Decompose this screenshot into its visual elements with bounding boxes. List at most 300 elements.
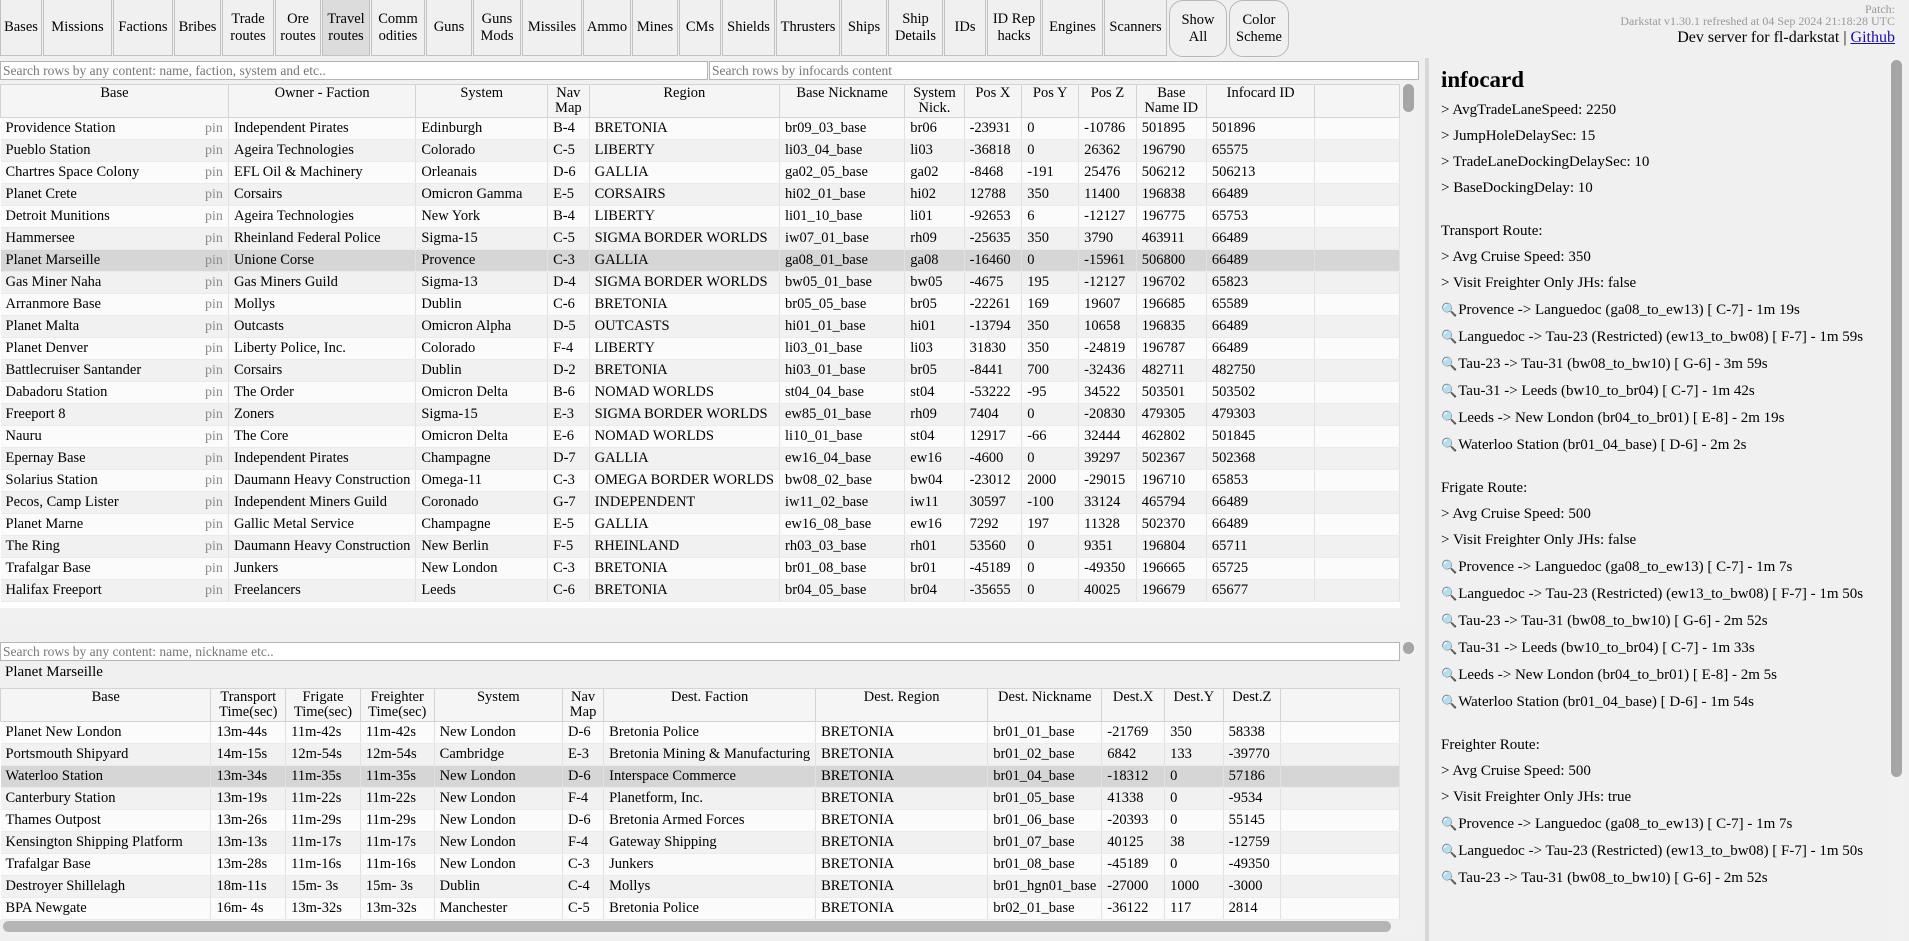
table-cell[interactable]: 0: [1022, 118, 1079, 140]
table-cell[interactable]: 53560: [964, 536, 1022, 558]
table-cell[interactable]: Sigma-15: [416, 228, 548, 250]
table-cell[interactable]: 7292: [964, 514, 1022, 536]
table-cell[interactable]: 65677: [1206, 580, 1315, 602]
magnifier-icon[interactable]: 🔍: [1441, 410, 1458, 425]
table-cell[interactable]: 66489: [1206, 492, 1315, 514]
pin-button[interactable]: pin: [205, 143, 223, 158]
table-cell[interactable]: 13m-13s: [211, 832, 286, 854]
table-cell[interactable]: Edinburgh: [416, 118, 548, 140]
table-cell[interactable]: D-6: [548, 162, 590, 184]
table-cell[interactable]: hi01_01_base: [779, 316, 904, 338]
nav-tab-missions[interactable]: Missions: [43, 0, 112, 56]
magnifier-icon[interactable]: 🔍: [1441, 667, 1458, 682]
table-cell[interactable]: 196838: [1136, 184, 1206, 206]
route-row[interactable]: [1, 832, 1400, 854]
table-cell[interactable]: 12788: [964, 184, 1022, 206]
base-name-cell[interactable]: [1, 448, 229, 470]
table-cell[interactable]: BRETONIA: [816, 744, 988, 766]
table-cell[interactable]: LIBERTY: [589, 338, 779, 360]
table-cell[interactable]: 502368: [1206, 448, 1315, 470]
table-cell[interactable]: Rheinland Federal Police: [228, 228, 415, 250]
table-cell[interactable]: br01_06_base: [988, 810, 1102, 832]
table-cell[interactable]: 14m-15s: [211, 744, 286, 766]
table-cell[interactable]: LIBERTY: [589, 140, 779, 162]
table-cell[interactable]: Planetform, Inc.: [604, 788, 816, 810]
table-cell[interactable]: Daumann Heavy Construction: [228, 470, 415, 492]
base-row[interactable]: [1, 558, 1400, 580]
table-cell[interactable]: 465794: [1136, 492, 1206, 514]
base-name-cell[interactable]: [1, 316, 229, 338]
table-cell[interactable]: 11m-22s: [360, 788, 434, 810]
main-search-input[interactable]: [0, 61, 708, 80]
table-cell[interactable]: E-6: [548, 426, 590, 448]
pin-button[interactable]: pin: [205, 253, 223, 268]
route-step[interactable]: [1441, 608, 1877, 635]
route-step[interactable]: [1441, 378, 1877, 405]
table-cell[interactable]: -9534: [1223, 788, 1280, 810]
table-cell[interactable]: li01_10_base: [779, 206, 904, 228]
table-cell[interactable]: 350: [1022, 184, 1079, 206]
table-cell[interactable]: 65711: [1206, 536, 1315, 558]
route-step[interactable]: [1441, 554, 1877, 581]
base-name-cell[interactable]: [1, 514, 229, 536]
table-cell[interactable]: bw04: [905, 470, 964, 492]
route-base-cell[interactable]: Waterloo Station: [1, 766, 211, 788]
table-cell[interactable]: 350: [1022, 316, 1079, 338]
infocard-scrollbar[interactable]: [1888, 58, 1904, 941]
table-cell[interactable]: Omicron Delta: [416, 426, 548, 448]
table-cell[interactable]: -36818: [964, 140, 1022, 162]
table-cell[interactable]: Mollys: [604, 876, 816, 898]
column-header-desty[interactable]: Dest.Y: [1165, 689, 1224, 722]
table-cell[interactable]: -23931: [964, 118, 1022, 140]
table-cell[interactable]: BRETONIA: [589, 294, 779, 316]
table-cell[interactable]: D-6: [563, 810, 604, 832]
base-row[interactable]: [1, 536, 1400, 558]
table-cell[interactable]: 66489: [1206, 250, 1315, 272]
table-cell[interactable]: -12759: [1223, 832, 1280, 854]
table-cell[interactable]: Provence: [416, 250, 548, 272]
table-cell[interactable]: BRETONIA: [816, 810, 988, 832]
table-cell[interactable]: rh09: [905, 228, 964, 250]
table-cell[interactable]: Junkers: [228, 558, 415, 580]
table-cell[interactable]: 700: [1022, 360, 1079, 382]
table-cell[interactable]: 65753: [1206, 206, 1315, 228]
table-cell[interactable]: 66489: [1206, 228, 1315, 250]
column-header-pos-y[interactable]: Pos Y: [1022, 85, 1079, 118]
table-cell[interactable]: -66: [1022, 426, 1079, 448]
table-cell[interactable]: -49350: [1223, 854, 1280, 876]
table-cell[interactable]: Corsairs: [228, 360, 415, 382]
table-cell[interactable]: hi01: [905, 316, 964, 338]
table-cell[interactable]: F-4: [548, 338, 590, 360]
table-cell[interactable]: Zoners: [228, 404, 415, 426]
table-cell[interactable]: 11m-22s: [286, 788, 361, 810]
table-cell[interactable]: 66489: [1206, 184, 1315, 206]
nav-tab-cms[interactable]: CMs: [679, 0, 721, 56]
table-cell[interactable]: 11m-29s: [286, 810, 361, 832]
base-row[interactable]: [1, 404, 1400, 426]
column-header-base[interactable]: Base: [1, 85, 229, 118]
table-cell[interactable]: 66489: [1206, 514, 1315, 536]
table-cell[interactable]: E-3: [563, 744, 604, 766]
routes-search-scrollbar[interactable]: [1400, 641, 1416, 657]
table-cell[interactable]: Outcasts: [228, 316, 415, 338]
base-row[interactable]: [1, 360, 1400, 382]
table-cell[interactable]: ew16: [905, 514, 964, 536]
table-cell[interactable]: 169: [1022, 294, 1079, 316]
pin-button[interactable]: pin: [205, 517, 223, 532]
table-cell[interactable]: Omega-11: [416, 470, 548, 492]
table-cell[interactable]: ga08: [905, 250, 964, 272]
route-step[interactable]: [1441, 432, 1877, 459]
table-cell[interactable]: Bretonia Mining & Manufacturing: [604, 744, 816, 766]
table-cell[interactable]: -12127: [1079, 206, 1137, 228]
route-step[interactable]: [1441, 581, 1877, 608]
table-cell[interactable]: 196679: [1136, 580, 1206, 602]
table-cell[interactable]: br01_02_base: [988, 744, 1102, 766]
table-cell[interactable]: bw05: [905, 272, 964, 294]
base-row[interactable]: [1, 140, 1400, 162]
table-cell[interactable]: 12m-54s: [286, 744, 361, 766]
table-cell[interactable]: br05: [905, 360, 964, 382]
base-row[interactable]: [1, 382, 1400, 404]
column-header-destx[interactable]: Dest.X: [1102, 689, 1165, 722]
nav-tab-id-rep-hacks[interactable]: ID Rep hacks: [987, 0, 1041, 56]
table-cell[interactable]: 482711: [1136, 360, 1206, 382]
table-cell[interactable]: ga02_05_base: [779, 162, 904, 184]
table-cell[interactable]: Champagne: [416, 448, 548, 470]
table-cell[interactable]: Bretonia Armed Forces: [604, 810, 816, 832]
table-cell[interactable]: B-4: [548, 118, 590, 140]
table-cell[interactable]: Orleanais: [416, 162, 548, 184]
table-cell[interactable]: br01_08_base: [988, 854, 1102, 876]
column-header-dest-nickname[interactable]: Dest. Nickname: [988, 689, 1102, 722]
table-cell[interactable]: 10658: [1079, 316, 1137, 338]
pin-button[interactable]: pin: [205, 385, 223, 400]
table-cell[interactable]: -95: [1022, 382, 1079, 404]
table-cell[interactable]: 11m-17s: [360, 832, 434, 854]
table-cell[interactable]: 0: [1022, 404, 1079, 426]
table-cell[interactable]: BRETONIA: [816, 832, 988, 854]
base-name-cell[interactable]: [1, 338, 229, 360]
table-cell[interactable]: 502367: [1136, 448, 1206, 470]
color-scheme-button[interactable]: Color Scheme: [1229, 0, 1289, 57]
table-cell[interactable]: br04_05_base: [779, 580, 904, 602]
table-cell[interactable]: BRETONIA: [816, 766, 988, 788]
table-cell[interactable]: -22261: [964, 294, 1022, 316]
table-cell[interactable]: 12917: [964, 426, 1022, 448]
table-cell[interactable]: BRETONIA: [589, 360, 779, 382]
nav-tab-ore-routes[interactable]: Ore routes: [275, 0, 321, 56]
table-cell[interactable]: New London: [416, 558, 548, 580]
column-header-region[interactable]: Region: [589, 85, 779, 118]
table-cell[interactable]: 2814: [1223, 898, 1280, 920]
table-cell[interactable]: 501895: [1136, 118, 1206, 140]
route-row[interactable]: [1, 722, 1400, 744]
table-cell[interactable]: Manchester: [434, 898, 562, 920]
table-cell[interactable]: 11m-35s: [286, 766, 361, 788]
table-cell[interactable]: Cambridge: [434, 744, 562, 766]
table-cell[interactable]: -45189: [1102, 854, 1165, 876]
pin-button[interactable]: pin: [205, 451, 223, 466]
column-header-system[interactable]: System: [434, 689, 562, 722]
table-cell[interactable]: -10786: [1079, 118, 1137, 140]
table-cell[interactable]: br01_04_base: [988, 766, 1102, 788]
magnifier-icon[interactable]: 🔍: [1441, 437, 1458, 452]
table-cell[interactable]: -49350: [1079, 558, 1137, 580]
column-header-system[interactable]: System: [416, 85, 548, 118]
base-name-cell[interactable]: [1, 184, 229, 206]
pin-button[interactable]: pin: [205, 341, 223, 356]
table-cell[interactable]: 197: [1022, 514, 1079, 536]
table-cell[interactable]: Independent Pirates: [228, 448, 415, 470]
column-header-dest-faction[interactable]: Dest. Faction: [604, 689, 816, 722]
route-base-cell[interactable]: Kensington Shipping Platform: [1, 832, 211, 854]
table-cell[interactable]: 40025: [1079, 580, 1137, 602]
column-header-owner---faction[interactable]: Owner - Faction: [228, 85, 415, 118]
route-step[interactable]: [1441, 865, 1877, 892]
table-cell[interactable]: D-4: [548, 272, 590, 294]
table-cell[interactable]: SIGMA BORDER WORLDS: [589, 228, 779, 250]
table-cell[interactable]: Colorado: [416, 140, 548, 162]
table-cell[interactable]: -39770: [1223, 744, 1280, 766]
routes-hscroll-thumb[interactable]: [3, 921, 1391, 932]
route-step[interactable]: [1441, 635, 1877, 662]
column-header-base-nickname[interactable]: Base Nickname: [779, 85, 904, 118]
table-cell[interactable]: BRETONIA: [816, 898, 988, 920]
table-cell[interactable]: ga02: [905, 162, 964, 184]
pin-button[interactable]: pin: [205, 473, 223, 488]
table-cell[interactable]: -29015: [1079, 470, 1137, 492]
column-header-base[interactable]: Base: [1, 689, 211, 722]
base-name-cell[interactable]: [1, 404, 229, 426]
table-cell[interactable]: 40125: [1102, 832, 1165, 854]
route-step[interactable]: [1441, 662, 1877, 689]
base-name-cell[interactable]: [1, 228, 229, 250]
table-cell[interactable]: C-5: [548, 228, 590, 250]
table-cell[interactable]: 65853: [1206, 470, 1315, 492]
route-step[interactable]: [1441, 838, 1877, 865]
base-row[interactable]: [1, 514, 1400, 536]
table-cell[interactable]: br01_05_base: [988, 788, 1102, 810]
table-cell[interactable]: 41338: [1102, 788, 1165, 810]
base-name-cell[interactable]: [1, 492, 229, 514]
table-cell[interactable]: ga08_01_base: [779, 250, 904, 272]
pin-button[interactable]: pin: [205, 539, 223, 554]
table-cell[interactable]: 39297: [1079, 448, 1137, 470]
table-cell[interactable]: 506800: [1136, 250, 1206, 272]
table-cell[interactable]: B-4: [548, 206, 590, 228]
table-cell[interactable]: -24819: [1079, 338, 1137, 360]
table-cell[interactable]: Ageira Technologies: [228, 206, 415, 228]
table-cell[interactable]: Dublin: [416, 294, 548, 316]
table-cell[interactable]: ew16: [905, 448, 964, 470]
table-cell[interactable]: Dublin: [416, 360, 548, 382]
table-cell[interactable]: C-3: [563, 854, 604, 876]
table-cell[interactable]: 195: [1022, 272, 1079, 294]
table-cell[interactable]: New London: [434, 832, 562, 854]
table-cell[interactable]: 31830: [964, 338, 1022, 360]
table-cell[interactable]: BRETONIA: [589, 558, 779, 580]
pin-button[interactable]: pin: [205, 429, 223, 444]
route-row[interactable]: [1, 898, 1400, 920]
route-base-cell[interactable]: Canterbury Station: [1, 788, 211, 810]
table-cell[interactable]: -36122: [1102, 898, 1165, 920]
column-header-freighter-timesec[interactable]: Freighter Time(sec): [360, 689, 434, 722]
table-cell[interactable]: 196835: [1136, 316, 1206, 338]
table-cell[interactable]: C-3: [548, 558, 590, 580]
base-name-cell[interactable]: [1, 470, 229, 492]
table-cell[interactable]: 196787: [1136, 338, 1206, 360]
nav-tab-ids[interactable]: IDs: [944, 0, 986, 56]
magnifier-icon[interactable]: 🔍: [1441, 694, 1458, 709]
base-name-cell[interactable]: [1, 558, 229, 580]
route-step[interactable]: [1441, 324, 1877, 351]
column-header-pos-x[interactable]: Pos X: [964, 85, 1022, 118]
table-cell[interactable]: Omicron Gamma: [416, 184, 548, 206]
table-cell[interactable]: 11m-42s: [286, 722, 361, 744]
nav-tab-thrusters[interactable]: Thrusters: [776, 0, 840, 56]
column-header-dest-region[interactable]: Dest. Region: [816, 689, 988, 722]
magnifier-icon[interactable]: 🔍: [1441, 302, 1458, 317]
table-cell[interactable]: bw08_02_base: [779, 470, 904, 492]
table-cell[interactable]: rh03_03_base: [779, 536, 904, 558]
magnifier-icon[interactable]: 🔍: [1441, 559, 1458, 574]
routes-search-input[interactable]: [0, 642, 1400, 661]
magnifier-icon[interactable]: 🔍: [1441, 329, 1458, 344]
base-name-cell[interactable]: [1, 382, 229, 404]
magnifier-icon[interactable]: 🔍: [1441, 383, 1458, 398]
table-cell[interactable]: rh01: [905, 536, 964, 558]
table-cell[interactable]: D-6: [563, 766, 604, 788]
table-cell[interactable]: 462802: [1136, 426, 1206, 448]
table-cell[interactable]: -4600: [964, 448, 1022, 470]
table-cell[interactable]: BRETONIA: [816, 876, 988, 898]
nav-tab-ship-details[interactable]: Ship Details: [888, 0, 943, 56]
table-cell[interactable]: 13m-19s: [211, 788, 286, 810]
base-row[interactable]: [1, 206, 1400, 228]
route-step[interactable]: [1441, 297, 1877, 324]
table-cell[interactable]: ew85_01_base: [779, 404, 904, 426]
table-cell[interactable]: Bretonia Police: [604, 898, 816, 920]
base-row[interactable]: [1, 118, 1400, 140]
table-cell[interactable]: -4675: [964, 272, 1022, 294]
pin-button[interactable]: pin: [205, 495, 223, 510]
table-cell[interactable]: -92653: [964, 206, 1022, 228]
table-cell[interactable]: 0: [1165, 788, 1224, 810]
table-cell[interactable]: Sigma-13: [416, 272, 548, 294]
base-row[interactable]: [1, 250, 1400, 272]
base-name-cell[interactable]: [1, 426, 229, 448]
table-cell[interactable]: br09_03_base: [779, 118, 904, 140]
column-header-nav-map[interactable]: Nav Map: [548, 85, 590, 118]
magnifier-icon[interactable]: 🔍: [1441, 613, 1458, 628]
base-row[interactable]: [1, 162, 1400, 184]
table-cell[interactable]: 33124: [1079, 492, 1137, 514]
table-cell[interactable]: 501896: [1206, 118, 1315, 140]
table-cell[interactable]: 503501: [1136, 382, 1206, 404]
table-cell[interactable]: 13m-32s: [286, 898, 361, 920]
pin-button[interactable]: pin: [205, 319, 223, 334]
route-row[interactable]: [1, 810, 1400, 832]
base-row[interactable]: [1, 492, 1400, 514]
table-cell[interactable]: BRETONIA: [816, 722, 988, 744]
table-cell[interactable]: li10_01_base: [779, 426, 904, 448]
base-name-cell[interactable]: [1, 294, 229, 316]
table-cell[interactable]: New York: [416, 206, 548, 228]
table-cell[interactable]: CORSAIRS: [589, 184, 779, 206]
table-cell[interactable]: -20830: [1079, 404, 1137, 426]
pin-button[interactable]: pin: [205, 231, 223, 246]
table-cell[interactable]: br02_01_base: [988, 898, 1102, 920]
magnifier-icon[interactable]: 🔍: [1441, 870, 1458, 885]
table-cell[interactable]: br05_05_base: [779, 294, 904, 316]
base-name-cell[interactable]: [1, 250, 229, 272]
table-cell[interactable]: 11m-35s: [360, 766, 434, 788]
nav-tab-missiles[interactable]: Missiles: [522, 0, 582, 56]
base-row[interactable]: [1, 448, 1400, 470]
table-cell[interactable]: D-6: [563, 722, 604, 744]
table-cell[interactable]: 506212: [1136, 162, 1206, 184]
table-cell[interactable]: hi02_01_base: [779, 184, 904, 206]
table-cell[interactable]: 196790: [1136, 140, 1206, 162]
nav-tab-factions[interactable]: Factions: [113, 0, 173, 56]
pin-button[interactable]: pin: [205, 583, 223, 598]
table-cell[interactable]: st04: [905, 382, 964, 404]
nav-tab-bases[interactable]: Bases: [0, 0, 42, 56]
table-cell[interactable]: iw11: [905, 492, 964, 514]
table-cell[interactable]: New London: [434, 766, 562, 788]
nav-tab-mines[interactable]: Mines: [632, 0, 678, 56]
table-cell[interactable]: 0: [1022, 250, 1079, 272]
table-cell[interactable]: 26362: [1079, 140, 1137, 162]
table-cell[interactable]: C-3: [548, 470, 590, 492]
base-row[interactable]: [1, 426, 1400, 448]
table-cell[interactable]: br04: [905, 580, 964, 602]
table-cell[interactable]: SIGMA BORDER WORLDS: [589, 272, 779, 294]
table-cell[interactable]: 11m-29s: [360, 810, 434, 832]
table-cell[interactable]: C-6: [548, 580, 590, 602]
table-cell[interactable]: 58338: [1223, 722, 1280, 744]
base-name-cell[interactable]: [1, 206, 229, 228]
table-cell[interactable]: 196685: [1136, 294, 1206, 316]
table-cell[interactable]: B-6: [548, 382, 590, 404]
pin-button[interactable]: pin: [205, 187, 223, 202]
table-cell[interactable]: iw07_01_base: [779, 228, 904, 250]
table-cell[interactable]: G-7: [548, 492, 590, 514]
table-cell[interactable]: New London: [434, 722, 562, 744]
table-cell[interactable]: br01_hgn01_base: [988, 876, 1102, 898]
route-row[interactable]: [1, 788, 1400, 810]
table-cell[interactable]: -8468: [964, 162, 1022, 184]
table-cell[interactable]: 65575: [1206, 140, 1315, 162]
table-cell[interactable]: 501845: [1206, 426, 1315, 448]
table-cell[interactable]: -27000: [1102, 876, 1165, 898]
nav-tab-guns[interactable]: Guns: [426, 0, 472, 56]
table-cell[interactable]: 0: [1165, 854, 1224, 876]
table-cell[interactable]: 350: [1022, 228, 1079, 250]
table-cell[interactable]: Coronado: [416, 492, 548, 514]
table-cell[interactable]: 117: [1165, 898, 1224, 920]
table-cell[interactable]: 9351: [1079, 536, 1137, 558]
route-row[interactable]: [1, 854, 1400, 876]
base-name-cell[interactable]: [1, 272, 229, 294]
scrollbar-thumb[interactable]: [1403, 84, 1414, 112]
table-cell[interactable]: 15m- 3s: [360, 876, 434, 898]
table-cell[interactable]: C-5: [563, 898, 604, 920]
table-cell[interactable]: 196702: [1136, 272, 1206, 294]
